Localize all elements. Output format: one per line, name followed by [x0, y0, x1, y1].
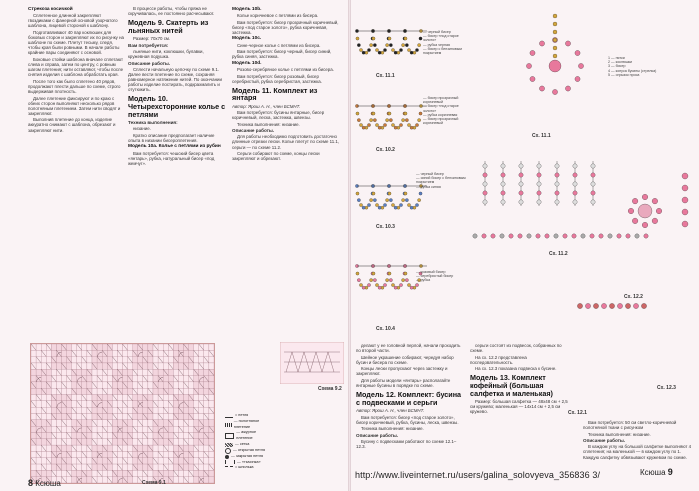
diagram-label-s122: Сх. 12.2	[624, 294, 643, 300]
paragraph: В процессе работы, чтобы пряжа не скручивалась, ее постоянно расчесывают.	[128, 6, 215, 17]
legend-low: — черный бисер — синий бисер с бензиновым покрытием — рубка синяя	[416, 172, 466, 189]
model-12-heading: Модель 12. Комплект: бусина с подвесками и серьги	[356, 390, 462, 407]
chart-label: Схема 9.1	[142, 480, 166, 486]
model-10-heading: Модель 10. Четырехсторонние колье с петлями	[128, 94, 226, 119]
diagram-label-s102: Сх. 10.2	[376, 147, 395, 153]
paragraph: Вам потребуется: 50 см светло-коричневой полотняной ткани с рисунком	[583, 420, 677, 431]
paragraph: В каждом углу на большой салфетке выполняют 4 сплетения; на маленькой — в каждом углу по 1. Каждую салфетку обвязывают кружевом по схеме.	[583, 444, 692, 460]
paragraph: Сплетенное длинной закрепляют гвоздиками с фанерной основой узорчатого шаблона, лицевой стороной к шаблону.	[28, 13, 118, 29]
chart-9-2-label: Схема 9.2	[318, 386, 342, 392]
paragraph: Вам потребуется: бусины янтарные, бисер коричневый, леска, застежка, швензы.	[232, 110, 325, 121]
diagram-label-s111: Сх. 11.1	[532, 133, 551, 139]
legend-item: = шпилька	[225, 465, 270, 471]
diagram-label-s112: Сх. 11.2	[549, 251, 568, 257]
right-column-1	[356, 343, 466, 468]
paragraph: Размер: большая салфетка — 48x48 см + 2,5 см кружево; маленькая — 14x14 см + 2,5 см кружево.	[470, 399, 568, 415]
paragraph: Техника выполнения: низание.	[588, 431, 651, 437]
paragraph: Боковые стойки шаблона вначале сплетают слева и справа, затем по центру, с ровным шагом плетения; нити оставляют, чтобы после снятия изделия с шаблона обработать края.	[28, 56, 124, 78]
paragraph: Серьги собирают по схеме, концы лески закрепляют и обрезают.	[232, 151, 320, 162]
page-gutter	[348, 0, 351, 491]
legend-item: — «тычинка»	[225, 460, 270, 466]
left-column-1	[28, 6, 124, 341]
model-10c-heading: Модель 10с.	[232, 36, 262, 42]
legend-item: — закрытая петля	[225, 454, 270, 460]
method-label: Описание работы.	[128, 60, 171, 66]
legend-item: — полотняное плетение	[225, 419, 270, 431]
model-9-heading: Модель 9. Скатерть из льняных нитей	[128, 18, 209, 35]
lace-chart-svg	[31, 344, 214, 483]
model-10a-heading: Модель 10а. Колье с петлями из рубин	[128, 144, 221, 150]
left-column-2	[128, 6, 226, 341]
legend-item: — сетка	[225, 442, 270, 448]
paragraph: Техника выполнения: низание.	[237, 121, 300, 127]
watermark-url: http://www.liveinternet.ru/users/galina_solovyeva_356836 3/	[355, 470, 601, 480]
chart-legend	[225, 413, 270, 471]
method-text: Сплести начальную цепочку по схеме 9.1. Далее вести плетение по схеме, сохраняя равномерное натяжение нитей. По окончании работы изделие постирать, подкрахмалить и отутюжить.	[128, 66, 222, 93]
right-column-2	[470, 343, 570, 468]
lace-chart	[30, 343, 215, 484]
paragraph: На сх. 12.2 представлена последовательность.	[470, 354, 527, 365]
paragraph: На сх. 12.3 показана подвеска к бусине.	[475, 366, 557, 372]
paragraph: Вам потребуется: бисер черный, бисер синий, рубка синяя, застежка.	[232, 49, 332, 60]
method-label: Описание работы.	[356, 432, 399, 438]
paragraph: Колье коричневое с петлями из бисера.	[237, 13, 319, 19]
method-label: Описание работы.	[583, 438, 626, 444]
diagram-label-s111-a: Сх. 11.1	[376, 73, 395, 79]
legend-pink: — розовый бисер — серебристый бисер — рубка	[416, 270, 454, 283]
model-13-heading: Модель 13. Комплект кофейный (большая салфетка и маленькая)	[470, 373, 553, 398]
model-10d-heading: Модель 10d.	[232, 60, 262, 66]
paragraph: Для работы необходимо подготовить достаточно длинные отрезки лески. Колье плетут по схеме 11.1, серьги — по схеме 11.2.	[232, 134, 340, 150]
paragraph: Вам потребуется: бисер розовый, бисер серебристый, рубка серебристая, застежка.	[232, 73, 322, 84]
legend-item: — ажурное плетение	[225, 430, 270, 442]
paragraph: Выполнив плетение до конца, изделие аккуратно снимают с шаблона, обрезают и закрепляют нити.	[28, 117, 116, 133]
diagram-label-s121: Сх. 12.1	[568, 410, 587, 416]
paragraph: Вам потребуется: чешский бисер цвета «янтарь», рубка, натуральный бисер «под жемчуг».	[128, 150, 215, 166]
legend-item: = петля	[225, 413, 270, 419]
materials-text: льняные нити, коклюшки, булавки, кружевная подушка.	[128, 49, 204, 60]
legend-mid: — бисер прозрачный коричневый — бисер «под старое золото» — рубка коричневая — бисер прозрачный коричневый	[423, 96, 459, 126]
paragraph: Вам потребуется: бисер прозрачный коричневый, бисер «под старое золото», рубка коричневая, застежка.	[232, 19, 339, 35]
left-column-3	[232, 6, 340, 341]
paragraph: Кратко описание предполагает наличие опыта в низании бисероплетения.	[128, 132, 215, 143]
paragraph: Бусину с подвесками работают по схеме 12.1–12.3.	[356, 438, 457, 449]
paragraph: Вам потребуется: бисер «под старое золото», бисер коричневый, рубка, бусины, леска, швензы.	[356, 414, 459, 425]
paragraph: Розово-серебряное колье с петлями из бисера.	[237, 66, 334, 72]
author-line: Автор: Ярош А. Н., член БСМНТ.	[232, 103, 301, 109]
right-footer: Ксюша 9	[640, 467, 673, 477]
diagram-label-s103: Сх. 10.3	[376, 224, 395, 230]
method-label: Описание работы.	[232, 128, 275, 134]
diagram-label-s104: Сх. 10.4	[376, 326, 395, 332]
left-footer: 8 Ксюша	[28, 478, 61, 488]
paragraph: Сине-черное колье с петлями из бисера.	[237, 42, 321, 48]
materials-label: Вам потребуется:	[128, 42, 169, 48]
legend-right: 1 — пятки 2 — коклюшки 3 — бисер 4 — конуса бусины (стрелка) 5 — огрызок проса	[608, 56, 657, 77]
model-10b-heading: Модель 10b.	[232, 7, 262, 12]
technique-text: низание.	[133, 126, 151, 132]
paragraph: Далее плетение фиксируют и по краю с обеих сторон выполняют несколько рядов полотняным плетением. Затем нити сводят и закрепляют.	[28, 95, 121, 116]
paragraph: Шейное украшение собирают, чередуя набор бусин и бисера по схеме.	[356, 354, 454, 365]
column-heading: Стрекоза косичкой	[28, 7, 73, 12]
diagram-label-s123: Сх. 12.3	[657, 385, 676, 391]
paragraph: серьги состоят из подвесок, собранных по схеме.	[470, 343, 562, 354]
paragraph: Концы лески пропускают через застежку и закрепляют.	[356, 366, 448, 377]
legend-item: — открытая петля	[225, 448, 270, 454]
paragraph: После того как было сплетено 40 рядов, продолжают плести дальше по схеме, строго выдерживая плотность.	[28, 78, 121, 94]
chart-9-2	[280, 342, 344, 384]
paragraph: Техника выполнения: низание.	[361, 426, 424, 432]
size-text: Размер: 70x70 см.	[133, 36, 171, 42]
paragraph: Для работы модели «янтарь» располагайте янтарные бусины в порядке по схеме.	[356, 378, 451, 389]
technique-label: Техника выполнения:	[128, 120, 178, 126]
right-column-3	[583, 420, 693, 470]
model-11-heading: Модель 11. Комплект из янтаря	[232, 85, 318, 103]
paragraph: Подготавливают 40 пар коклюшек для боковых сторон и закрепляют их по рисунку на шаблоне по схеме. Плетут тесьму, следя, чтобы края были ровными. В начале работы крайние пары соединяют с основой.	[28, 29, 124, 56]
author-line: Автор: Ярош А. Н., член БСМНТ.	[356, 408, 425, 414]
legend-top: — черный бисер — бисер «под старое золото» — рубка черная — бисер с бензиновым покрытием	[423, 30, 462, 56]
paragraph: делают у ее головной перлой, начали проходить по второй части.	[356, 343, 461, 354]
